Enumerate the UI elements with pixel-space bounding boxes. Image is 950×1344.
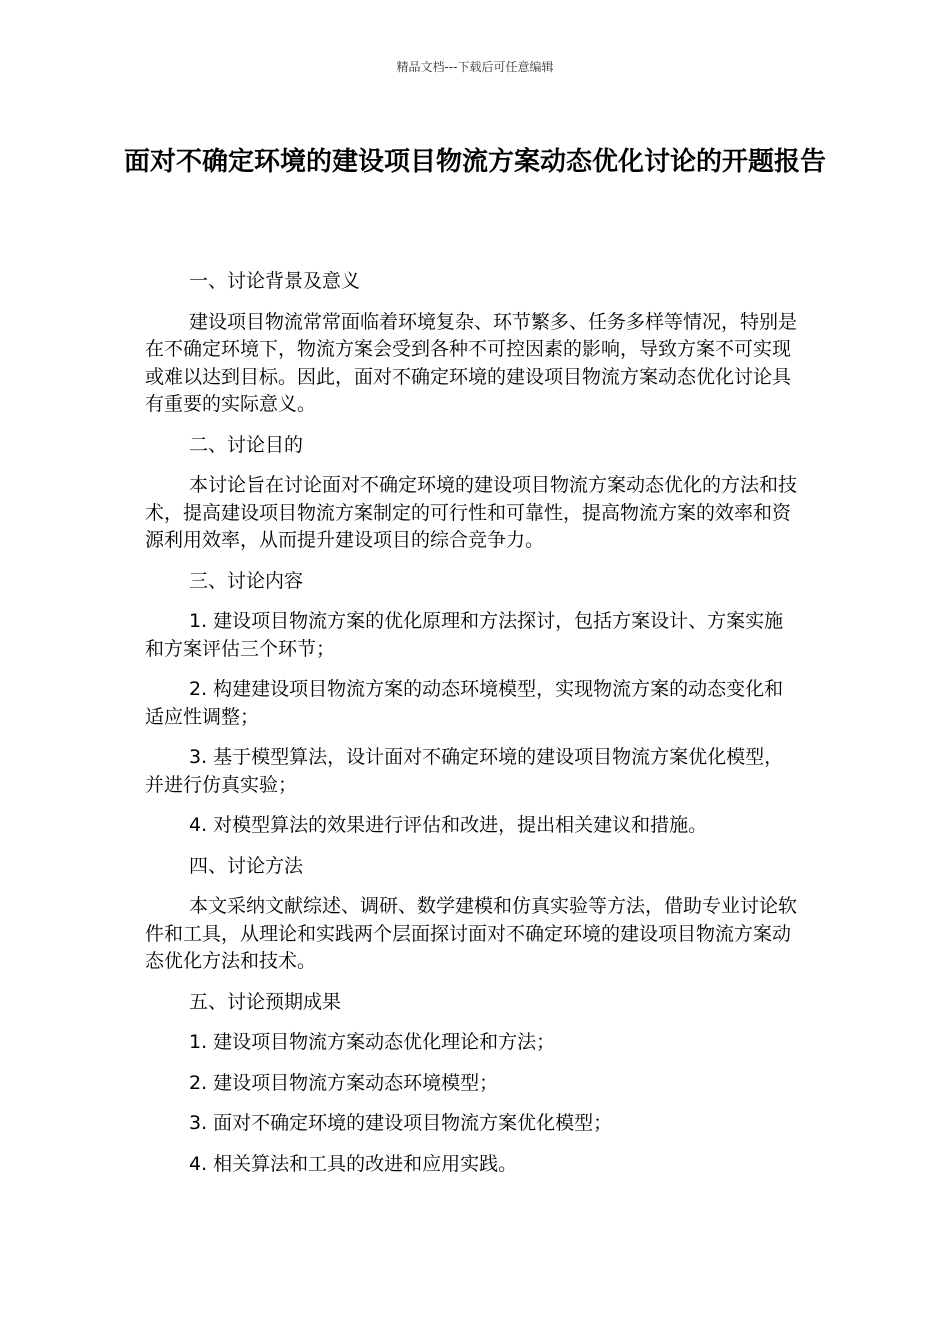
list-item-content-3: 3. 基于模型算法，设计面对不确定环境的建设项目物流方案优化模型，并进行仿真实验； bbox=[145, 746, 784, 796]
list-item-content-1: 1. 建设项目物流方案的优化原理和方法探讨，包括方案设计、方案实施和方案评估三个环节； bbox=[145, 610, 784, 660]
list-item-content-4: 4. 对模型算法的效果进行评估和改进，提出相关建议和措施。 bbox=[189, 814, 708, 836]
list-item-content-2: 2. 构建建设项目物流方案的动态环境模型，实现物流方案的动态变化和适应性调整； bbox=[145, 678, 784, 728]
header-note: 精品文档---下载后可任意编辑 bbox=[396, 60, 554, 74]
paragraph-purpose: 本讨论旨在讨论面对不确定环境的建设项目物流方案动态优化的方法和技术，提高建设项目物流方案制定的可行性和可靠性，提高物流方案的效率和资源利用效率，从而提升建设项目的综合竞争力。 bbox=[145, 474, 798, 551]
list-item-results-2: 2. 建设项目物流方案动态环境模型； bbox=[189, 1071, 499, 1094]
document-body bbox=[145, 268, 800, 1191]
section-heading-purpose: 二、讨论目的 bbox=[189, 433, 304, 456]
section-heading-background: 一、讨论背景及意义 bbox=[189, 270, 361, 292]
section-heading-content: 三、讨论内容 bbox=[189, 569, 304, 592]
document-title: 面对不确定环境的建设项目物流方案动态优化讨论的开题报告 bbox=[123, 147, 826, 177]
list-item-results-4: 4. 相关算法和工具的改进和应用实践。 bbox=[189, 1152, 518, 1175]
section-heading-method: 四、讨论方法 bbox=[189, 854, 304, 877]
section-heading-results: 五、讨论预期成果 bbox=[189, 990, 342, 1013]
paragraph-background: 建设项目物流常常面临着环境复杂、环节繁多、任务多样等情况，特别是在不确定环境下，物流方案会受到各种不可控因素的影响，导致方案不可实现或难以达到目标。因此，面对不确定环境的建设项目物流方案动态优化讨论具有重要的实际意义。 bbox=[145, 310, 798, 415]
paragraph-method: 本文采纳文献综述、调研、数学建模和仿真实验等方法，借助专业讨论软件和工具，从理论和实践两个层面探讨面对不确定环境的建设项目物流方案动态优化方法和技术。 bbox=[145, 895, 798, 972]
list-item-results-3: 3. 面对不确定环境的建设项目物流方案优化模型； bbox=[189, 1112, 613, 1134]
list-item-results-1: 1. 建设项目物流方案动态优化理论和方法； bbox=[189, 1031, 556, 1053]
